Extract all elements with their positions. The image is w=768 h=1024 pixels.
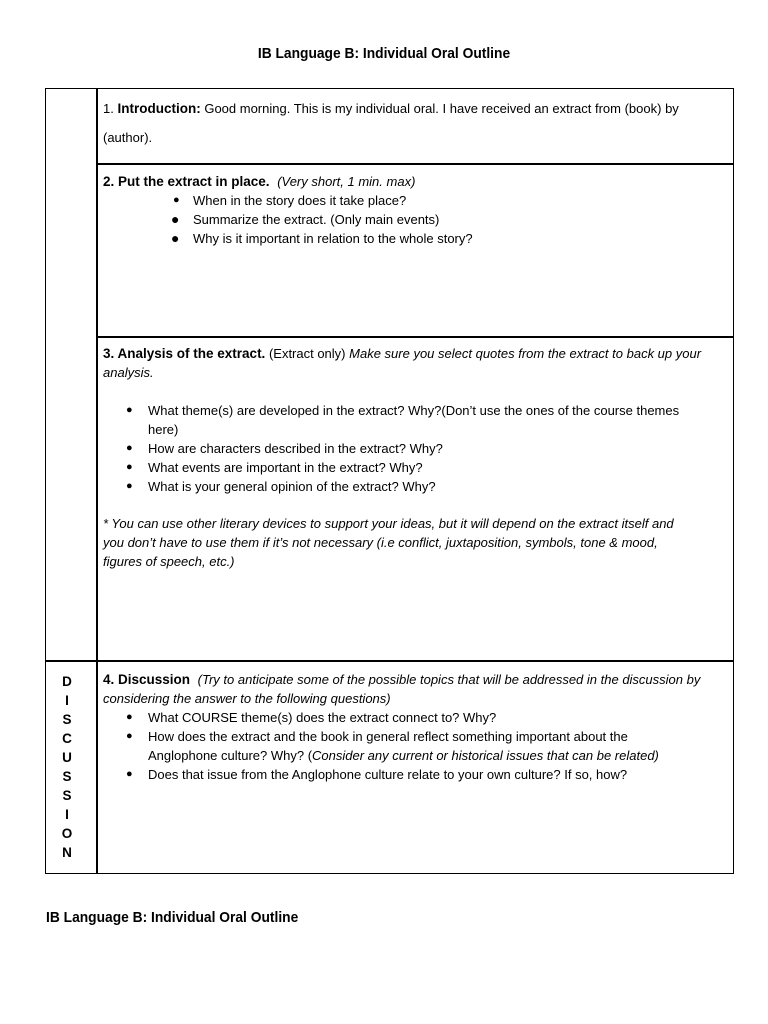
section-analysis	[103, 344, 727, 571]
section3-note-2: analysis.	[103, 365, 154, 380]
section1-heading: Introduction:	[117, 101, 201, 116]
page-title: IB Language B: Individual Oral Outline	[257, 45, 511, 62]
section3-list	[126, 401, 727, 496]
section3-plain: (Extract only)	[268, 346, 346, 361]
section1-number: 1.	[103, 101, 114, 116]
list-item: ● What is your general opinion of the extract? Why?	[126, 479, 436, 494]
list-item: ● Summarize the extract. (Only main events)	[171, 211, 440, 227]
section2-note: (Very short, 1 min. max)	[277, 174, 416, 189]
footer-title: IB Language B: Individual Oral Outline	[46, 909, 299, 926]
column-divider	[96, 88, 98, 874]
list-item: ● Why is it important in relation to the whole story?	[171, 230, 473, 246]
list-item: ● How are characters described in the extract? Why?	[126, 441, 443, 456]
section-discussion	[103, 670, 727, 784]
section1-text2: (author).	[103, 130, 153, 145]
outline-table	[45, 88, 734, 874]
row-divider-1	[96, 163, 734, 165]
list-item: ● Does that issue from the Anglophone culture relate to your own culture? If so, how?	[126, 767, 628, 782]
section2-list	[171, 191, 727, 248]
section3-heading: 3. Analysis of the extract.	[103, 346, 266, 361]
section4-note-2: considering the answer to the following questions)	[103, 691, 391, 706]
list-item: ● What COURSE theme(s) does the extract connect to? Why?	[126, 710, 497, 725]
discussion-side-label: D I S C U S S I O N	[61, 674, 73, 860]
section4-list	[126, 708, 727, 784]
row-divider-3	[45, 660, 734, 662]
list-item: ● When in the story does it take place?	[173, 193, 407, 208]
section2-heading: 2. Put the extract in place.	[103, 174, 270, 189]
section4-note: (Try to anticipate some of the possible topics that will be addressed in the discussion by	[197, 672, 701, 687]
section3-note: Make sure you select quotes from the extract to back up your	[349, 346, 702, 361]
list-item: ● What events are important in the extract? Why?	[126, 460, 423, 475]
list-item: ● What theme(s) are developed in the extract? Why?(Don’t use the ones of the course themes here)	[126, 403, 680, 437]
section3-footnote: * You can use other literary devices to support your ideas, but it will depend on the extract itself and you don’t have to use them if it’s not necessary (i.e conflict, juxtaposition, symbols, tone & mood, figures of speech, etc.)	[103, 516, 674, 569]
list-item: ● How does the extract and the book in general reflect something important about the Anglophone culture? Why? (Consider any current or historical issues that can be related)	[126, 729, 659, 763]
row-divider-2	[96, 336, 734, 338]
section4-heading: 4. Discussion	[103, 672, 191, 687]
section1-text: Good morning. This is my individual oral. I have received an extract from (book) by	[204, 101, 679, 116]
section-introduction	[103, 94, 727, 152]
section-put-in-place	[103, 172, 727, 248]
